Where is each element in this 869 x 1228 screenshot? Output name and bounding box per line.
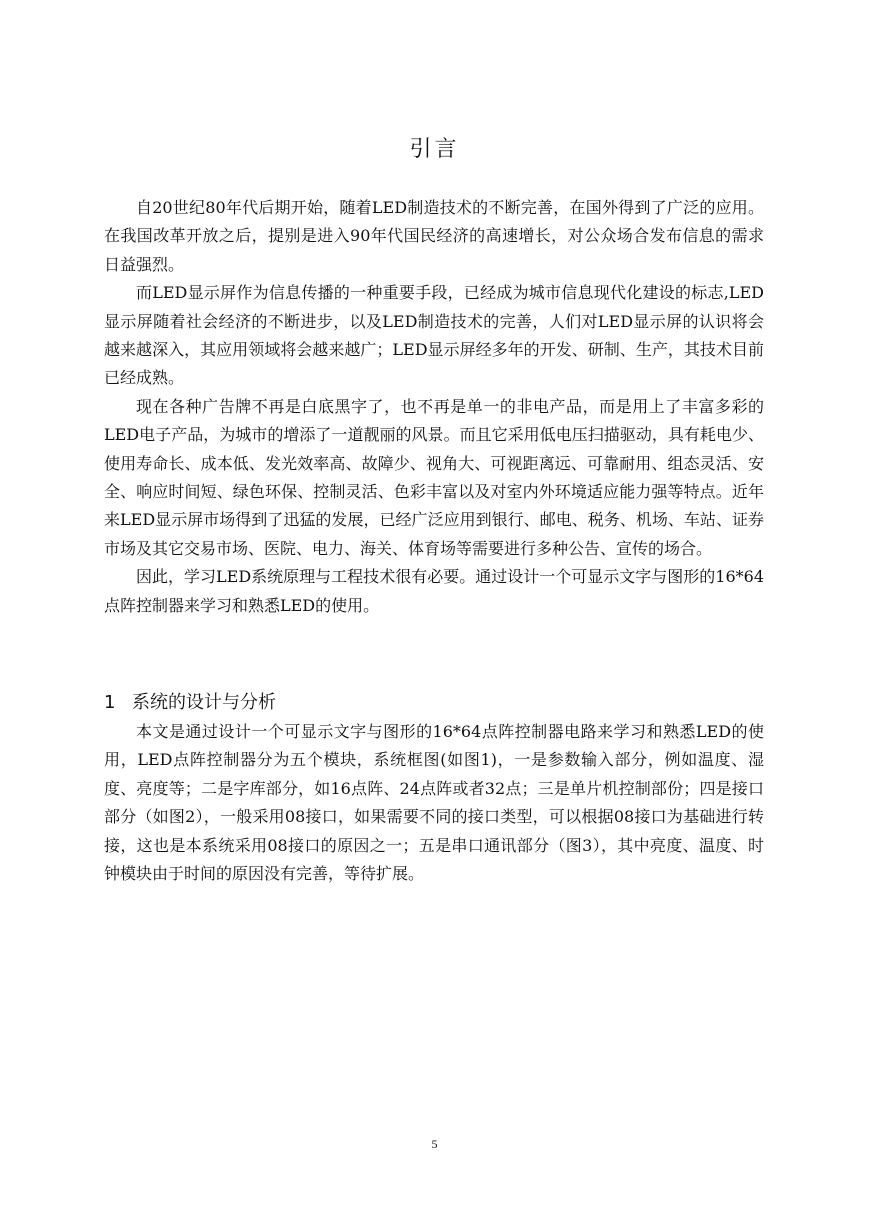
section-heading xyxy=(104,690,764,716)
intro-text xyxy=(104,194,764,620)
section-heading-text: 系统的设计与分析 xyxy=(132,692,276,713)
section-paragraph: 本文是通过设计一个可显示文字与图形的16*64点阵控制器电路来学习和熟悉LED的使用，LED点阵控制器分为五个模块，系统框图(如图1)，一是参数输入部分，例如温度、湿度、亮度等；二是字库部分，如16点阵、24点阵或者32点；三是单片机控制部份；四是接口部分（如图2），一般采用08接口，如果需要不同的接口类型，可以根据08接口为基础进行转接，这也是本系统采用08接口的原因之一；五是串口通讯部分（图3），其中亮度、温度、时钟模块由于时间的原因没有完善，等待扩展。 xyxy=(104,722,764,884)
section-number: 1 xyxy=(104,692,116,713)
page-number: 5 xyxy=(431,1137,438,1151)
intro-paragraph-4: 因此，学习LED系统原理与工程技术很有必要。通过设计一个可显示文字与图形的16*64点阵控制器来学习和熟悉LED的使用。 xyxy=(104,567,764,615)
intro-paragraph-3: 现在各种广告牌不再是白底黑字了，也不再是单一的非电产品，而是用上了丰富多彩的LED电子产品，为城市的增添了一道靓丽的风景。而且它采用低电压扫描驱动，具有耗电少、使用寿命长、成本低、发光效率高、故障少、视角大、可视距离远、可靠耐用、组态灵活、安全、响应时间短、绿色环保、控制灵活、色彩丰富以及对室内外环境适应能力强等特点。近年来LED显示屏市场得到了迅猛的发展，已经广泛应用到银行、邮电、税务、机场、车站、证券市场及其它交易市场、医院、电力、海关、体育场等需要进行多种公告、宣传的场合。 xyxy=(104,396,764,558)
intro-paragraph-2: 而LED显示屏作为信息传播的一种重要手段，已经成为城市信息现代化建设的标志,LED显示屏随着社会经济的不断进步，以及LED制造技术的完善，人们对LED显示屏的认识将会越来越深入，其应用领域将会越来越广；LED显示屏经多年的开发、研制、生产，其技术目前已经成熟。 xyxy=(104,283,764,388)
page-title: 引言 xyxy=(409,137,460,162)
intro-paragraph-1: 自20世纪80年代后期开始，随着LED制造技术的不断完善，在国外得到了广泛的应用。在我国改革开放之后，提别是进入90年代国民经济的高速增长，对公众场合发布信息的需求日益强烈。 xyxy=(104,198,764,274)
section-text xyxy=(104,718,764,888)
